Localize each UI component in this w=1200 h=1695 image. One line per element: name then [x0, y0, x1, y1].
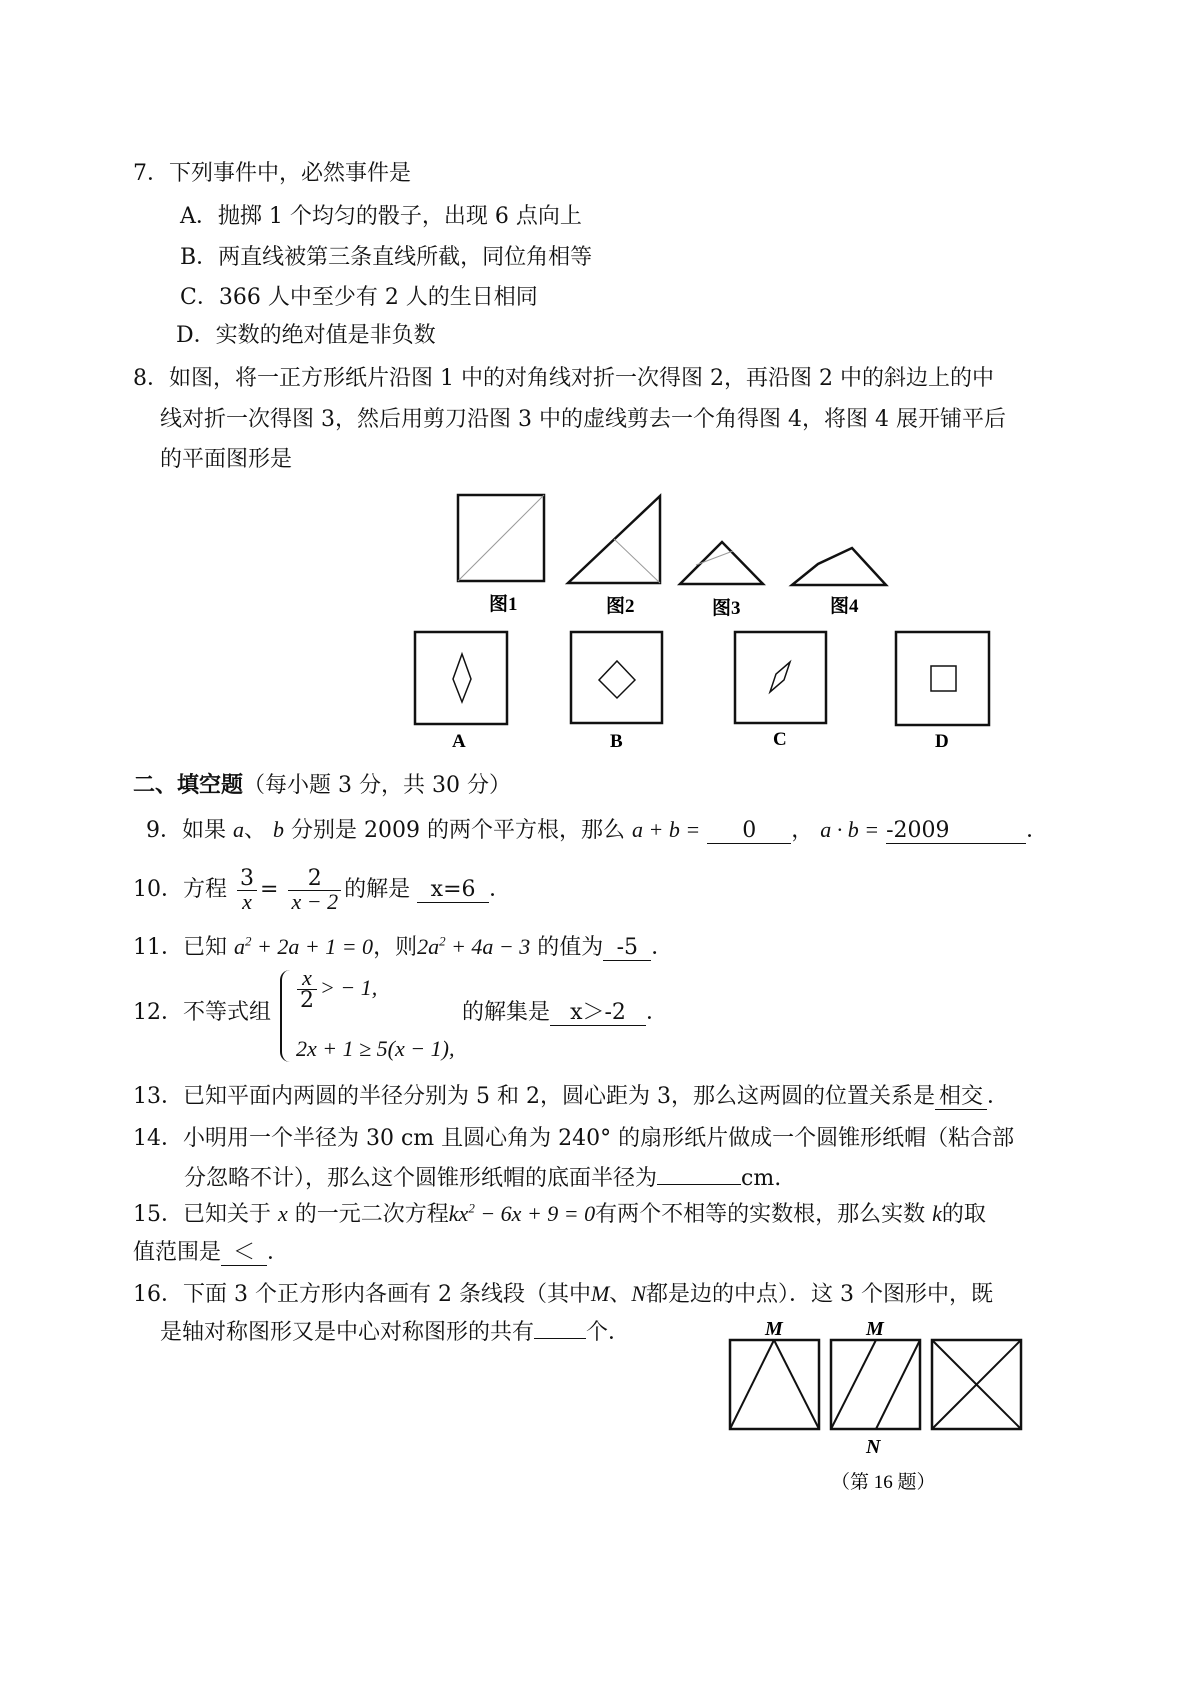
q10-lhs-den: x: [242, 888, 252, 914]
q10-mid: 的解是: [344, 877, 411, 902]
q11-answer: -5: [603, 936, 651, 961]
q16-number: 16．: [133, 1282, 183, 1307]
q7-option-b-text: 两直线被第三条直线所截，同位角相等: [218, 245, 593, 270]
q9-sep: 、: [244, 818, 267, 843]
q12-number: 12．: [133, 1000, 183, 1025]
q16-var-n: N: [631, 1281, 646, 1306]
q7-option-d: [176, 321, 436, 351]
q9-var-a: a: [233, 817, 245, 842]
q10-lhs-num: 3: [237, 868, 257, 891]
q16-label-n: N: [866, 1436, 881, 1458]
q10: [133, 860, 511, 920]
q9-prefix: 如果: [182, 818, 227, 843]
q15-line2: [133, 1238, 289, 1268]
q16-line1-pre: 下面 3 个正方形内各画有 2 条线段（其中: [183, 1282, 591, 1307]
q11-mid: ，则: [373, 935, 418, 960]
q9-expr1: a + b =: [632, 817, 701, 842]
q15-eq: [449, 1201, 595, 1226]
q16-line1: [133, 1279, 993, 1310]
q16-label-m-2: M: [866, 1318, 884, 1340]
q10-number: 10．: [133, 877, 183, 902]
q8-fig3-label: 图3: [712, 598, 741, 619]
q13: [133, 1082, 1009, 1112]
q9: [146, 815, 1048, 846]
q8-fig1: [458, 495, 544, 581]
section2-title: 二、填空题: [133, 772, 244, 798]
q16-figure-1: [730, 1340, 819, 1429]
q7-option-c: [180, 283, 538, 313]
q11-eq1-base: a: [234, 934, 246, 959]
q12-ineq1-den: 2: [300, 987, 314, 1013]
q8-fig2-label: 图2: [606, 596, 635, 617]
q15-var-k: k: [932, 1201, 942, 1226]
q9-answer-2: -2009: [886, 819, 1026, 844]
q9-number: 9．: [146, 818, 182, 843]
q8-number: 8．: [133, 366, 169, 391]
q14-line2-pre: 分忽略不计），那么这个圆锥形纸帽的底面半径为: [184, 1166, 658, 1191]
q8-choice-b-figure: [571, 632, 662, 723]
q8-choice-a-figure: [415, 632, 507, 724]
q16-line2: [160, 1318, 630, 1348]
q12-mid: 的解集是: [462, 1000, 551, 1025]
q11-eq2-exp: 2: [439, 933, 446, 949]
q15-mid3: 的取: [941, 1202, 986, 1227]
q12-ineq1-num: x: [297, 967, 317, 990]
q7-option-b: [180, 243, 592, 273]
q14-line1-text: 小明用一个半径为 30 cm 且圆心角为 240° 的扇形纸片做成一个圆锥形纸帽（粘合部: [183, 1126, 1015, 1151]
q15-line1: [133, 1199, 986, 1230]
q15-line2-pre: 值范围是: [133, 1240, 222, 1265]
q7-option-a-label: A．: [180, 204, 218, 229]
q10-rhs-den: x − 2: [291, 888, 339, 914]
q16-sep: 、: [609, 1282, 632, 1307]
q8-choice-a-label: A: [452, 731, 466, 752]
q15-answer: ＜: [221, 1241, 267, 1266]
q16-caption: （第 16 题）: [831, 1472, 936, 1493]
q8-fig4: [792, 548, 886, 585]
q7-option-d-label: D．: [176, 323, 216, 348]
q16-line2-pre: 是轴对称图形又是中心对称图形的共有: [160, 1320, 535, 1345]
q15-eq-rest: − 6x + 9 = 0: [474, 1201, 596, 1226]
q12-ineq1-fraction: [297, 964, 317, 1013]
q12-left: [133, 998, 271, 1028]
q7-option-a: [180, 202, 582, 232]
q10-rhs-num: 2: [288, 868, 341, 891]
q15-eq-base: kx: [448, 1201, 469, 1226]
q8-choice-d-figure: [896, 632, 989, 725]
q7-option-c-text: 366 人中至少有 2 人的生日相同: [218, 285, 538, 310]
q8-choice-d-label: D: [935, 731, 949, 752]
q12-right: [462, 998, 668, 1028]
q14-answer-blank: [657, 1184, 741, 1185]
q7-option-c-label: C．: [180, 285, 219, 310]
q11-eq1-exp: 2: [245, 933, 252, 949]
q16-line2-end: 个．: [586, 1320, 631, 1345]
q15-var-x: x: [278, 1201, 288, 1226]
q12-brace: [280, 970, 294, 1062]
q9-end: ．: [1026, 818, 1049, 843]
q12-end: ．: [646, 1000, 669, 1025]
q8-fig1-label: 图1: [489, 594, 518, 615]
q15-mid1: 的一元二次方程: [294, 1202, 449, 1227]
q7-stem-text: 下列事件中，必然事件是: [169, 161, 412, 186]
q8-line1-text: 如图，将一正方形纸片沿图 1 中的对角线对折一次得图 2，再沿图 2 中的斜边上的中: [169, 366, 994, 391]
q10-prefix: 方程: [183, 877, 228, 902]
q7-stem: [133, 159, 411, 189]
q11-eq2: [417, 934, 530, 959]
q13-text: 已知平面内两圆的半径分别为 5 和 2，圆心距为 3，那么这两圆的位置关系是: [183, 1084, 935, 1109]
q8-line1: [133, 364, 994, 394]
q7-number: 7．: [133, 161, 169, 186]
q8-choice-c-figure: [735, 632, 826, 723]
q11-mid2: 的值为: [537, 935, 604, 960]
q8-fig3: [680, 542, 763, 584]
q11-end: ．: [651, 935, 674, 960]
q9-var-b: b: [273, 817, 285, 842]
q8-line2: 线对折一次得图 3，然后用剪刀沿图 3 中的虚线剪去一个角得图 4，将图 4 展开铺平后: [160, 407, 1006, 432]
q13-number: 13．: [133, 1084, 183, 1109]
q15-pre: 已知关于: [183, 1202, 272, 1227]
q10-lhs-fraction: [237, 865, 257, 914]
q16-figure-3: [932, 1340, 1021, 1429]
q10-rhs-fraction: [288, 865, 341, 914]
q12-ineq1: [294, 966, 377, 1012]
q11-eq1-rest: + 2a + 1 = 0: [251, 934, 374, 959]
q11-eq1: [234, 934, 373, 959]
q16-label-m-1: M: [765, 1318, 783, 1340]
q12-ineq2: 2x + 1 ≥ 5(x − 1),: [296, 1036, 455, 1061]
section2-note: （每小题 3 分，共 30 分）: [243, 773, 511, 798]
q15-mid2: 有两个不相等的实数根，那么实数: [595, 1202, 926, 1227]
q8-line3: 的平面图形是: [160, 447, 293, 472]
q14-line2: [184, 1164, 781, 1194]
q15-number: 15．: [133, 1202, 183, 1227]
q11-eq2-base: 2a: [417, 934, 440, 959]
q12-ineq1-rest: > − 1,: [320, 975, 378, 1000]
q8-fig2: [568, 496, 660, 583]
q10-eq: =: [260, 877, 279, 902]
q16-var-m: M: [590, 1281, 610, 1306]
q7-option-a-text: 抛掷 1 个均匀的骰子，出现 6 点向上: [217, 204, 582, 229]
q9-answer-1: 0: [707, 819, 791, 844]
q13-end: ．: [986, 1084, 1009, 1109]
q11-number: 11．: [133, 935, 183, 960]
q8-fig4-label: 图4: [830, 596, 859, 617]
q14-line2-end: cm.: [741, 1166, 782, 1191]
q11-prefix: 已知: [183, 935, 228, 960]
q11: [133, 932, 673, 963]
q7-option-b-label: B．: [180, 245, 219, 270]
q12-prefix: 不等式组: [183, 1000, 272, 1025]
q14-number: 14．: [133, 1126, 183, 1151]
q13-answer: 相交: [935, 1085, 987, 1110]
q16-line1-post: 都是边的中点）．这 3 个图形中，既: [646, 1282, 993, 1307]
q15-end: ．: [267, 1240, 290, 1265]
q7-option-d-text: 实数的绝对值是非负数: [215, 323, 436, 348]
section2-header: [133, 770, 511, 801]
q10-answer: x=6: [417, 878, 489, 903]
q8-choice-b-label: B: [610, 731, 623, 752]
q12-answer: x＞-2: [550, 1001, 646, 1026]
q8-choice-c-label: C: [773, 729, 787, 750]
q10-end: ．: [489, 877, 512, 902]
q11-eq2-rest: + 4a − 3: [445, 934, 531, 959]
q14-line1: [133, 1124, 1014, 1154]
q16-answer-blank: [534, 1338, 586, 1339]
q9-mid: 分别是 2009 的两个平方根，那么: [291, 818, 626, 843]
q16-figure-2: [831, 1340, 920, 1429]
q9-comma: ，: [791, 818, 814, 843]
q9-expr2: a · b =: [820, 817, 880, 842]
q15-eq-exp: 2: [468, 1200, 475, 1216]
